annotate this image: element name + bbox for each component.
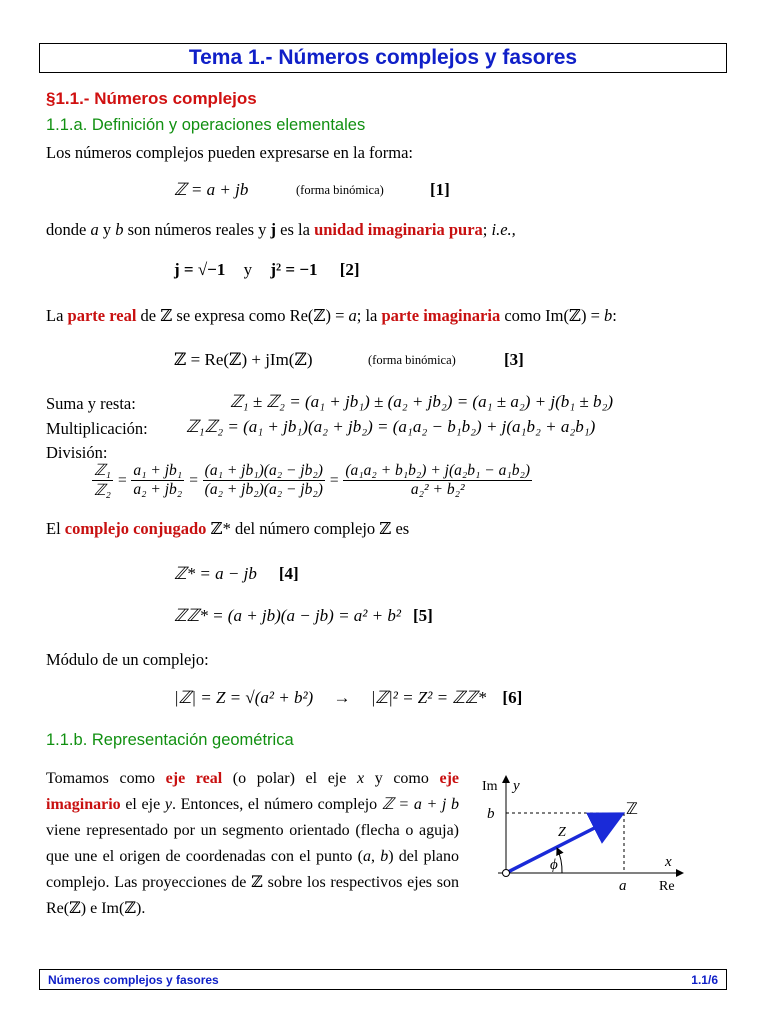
equation-6: |ℤ| = Z = √(a² + b²) → |ℤ|² = Z² = ℤℤ* [6] xyxy=(174,688,523,707)
definition-line: donde a y b son números reales y j es la unidad imaginaria pura; i.e., xyxy=(46,220,516,239)
phi-label: ϕ xyxy=(550,857,558,873)
complex-plane-diagram xyxy=(478,768,700,900)
y-axis-label: y xyxy=(513,778,520,794)
intro-text: Los números complejos pueden expresarse en la forma: xyxy=(46,143,414,162)
equation-3: ℤ = Re(ℤ) + jIm(ℤ) xyxy=(174,350,313,369)
term-unidad-imaginaria: unidad imaginaria pura xyxy=(314,220,483,239)
footer xyxy=(39,969,727,990)
div-expression: $\frac{\text{ℤ₁}}{\text{ℤ₂}}$ = $\frac{\text{a₁ + jb₁}}{\text{a₂ + jb₂}}$ = $\frac{\text{(a₁ + jb₁)(a₂ − jb₂)}}{\text{(a₂ + jb₂)(a₂ − jb₂)}}$ = $\frac{\text{(a₁a₂ + b₁b₂) + j(a₂b₁ − a₁b₂)}}{\text{a₂² + b₂²}}$ xyxy=(94,462,531,499)
equation-1-note: (forma binómica) xyxy=(296,183,384,197)
parts-line: La parte real de ℤ se expresa como Re(ℤ) = a; la parte imaginaria como Im(ℤ) = b: xyxy=(46,306,617,325)
page-title: Tema 1.- Números complejos y fasores xyxy=(188,46,578,69)
mult-label: Multiplicación: xyxy=(46,419,148,438)
term-complejo-conjugado: complejo conjugado xyxy=(64,519,207,538)
section-heading: §1.1.- Números complejos xyxy=(46,89,257,108)
equation-4: ℤ* = a − jb [4] xyxy=(174,564,299,583)
equation-3-note: (forma binómica) xyxy=(368,353,456,367)
conjugate-line: El complejo conjugado ℤ* del número complejo ℤ es xyxy=(46,519,410,538)
b-label: b xyxy=(487,806,495,822)
term-eje-imaginario: eje imaginario xyxy=(46,770,460,813)
re-label: Re xyxy=(659,879,675,894)
suma-label: Suma y resta: xyxy=(46,394,136,413)
equation-5: ℤℤ* = (a + jb)(a − jb) = a² + b² [5] xyxy=(174,606,433,625)
geometric-paragraph: Tomamos como eje real (o polar) el eje x y como eje imaginario el eje y. Entonces, el número complejo ℤ = a + j b viene representado por un segmento orientado (flecha o aguja) que une el origen de coordenadas con el punto (a, b) del plano complejo. Las proyecciones de ℤ sobre los respectivos ejes son Re(ℤ) e Im(ℤ). xyxy=(46,770,460,917)
phasor-label: ℤ xyxy=(626,801,638,818)
modulo-label: Módulo de un complejo: xyxy=(46,650,209,669)
x-axis-label: x xyxy=(665,854,672,870)
equation-1: ℤ = a + jb xyxy=(174,180,249,199)
equation-1-number: [1] xyxy=(430,180,450,199)
mult-expression: ℤ₁ℤ₂ = (a₁ + jb₁)(a₂ + jb₂) = (a₁a₂ − b₁b₂) + j(a₁b₂ + a₂b₁) xyxy=(186,417,596,436)
footer-title: Números complejos y fasores xyxy=(48,972,219,987)
origin-point xyxy=(503,870,510,877)
phasor-vector xyxy=(508,814,622,872)
equation-2: j = √−1 y j² = −1 [2] xyxy=(174,260,360,279)
suma-expression: ℤ₁ ± ℤ₂ = (a₁ + jb₁) ± (a₂ + jb₂) = (a₁ ± a₂) + j(b₁ ± b₂) xyxy=(230,392,614,411)
div-label: División: xyxy=(46,443,108,462)
modulus-label: Z xyxy=(558,825,566,840)
equation-3-number: [3] xyxy=(504,350,524,369)
term-eje-real: eje real xyxy=(165,770,223,787)
subsection-heading-b: 1.1.b. Representación geométrica xyxy=(46,731,294,749)
page-number: 1.1/6 xyxy=(691,972,718,987)
title-box xyxy=(39,43,727,73)
subsection-heading-a: 1.1.a. Definición y operaciones elementales xyxy=(46,116,366,134)
term-parte-real: parte real xyxy=(67,306,137,325)
a-label: a xyxy=(619,878,627,894)
term-parte-imaginaria: parte imaginaria xyxy=(381,306,501,325)
im-label: Im xyxy=(482,779,498,794)
